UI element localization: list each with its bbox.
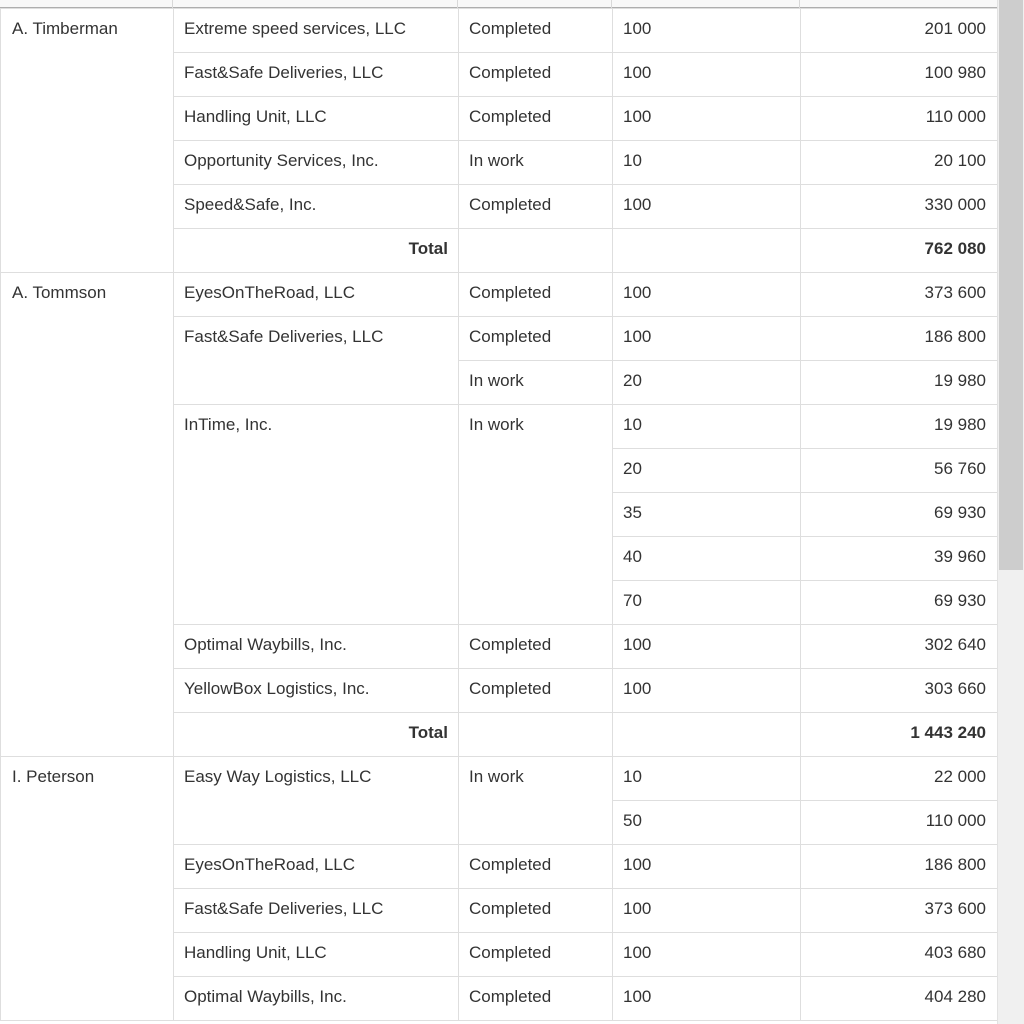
status-cell[interactable]: In work (459, 361, 613, 405)
total-label: Total (174, 229, 459, 273)
company-cell[interactable]: EyesOnTheRoad, LLC (174, 273, 459, 317)
amount-cell[interactable]: 403 680 (801, 933, 998, 977)
percent-cell[interactable]: 70 (613, 581, 801, 625)
amount-cell[interactable]: 201 000 (801, 9, 998, 53)
company-cell[interactable]: Easy Way Logistics, LLC (174, 757, 459, 845)
amount-cell[interactable]: 404 280 (801, 977, 998, 1021)
status-cell[interactable]: Completed (459, 317, 613, 361)
column-header-strip (0, 0, 997, 8)
status-cell[interactable]: Completed (459, 9, 613, 53)
total-amount[interactable]: 762 080 (801, 229, 998, 273)
percent-cell[interactable]: 100 (613, 625, 801, 669)
vertical-scrollbar[interactable] (997, 0, 1024, 1024)
percent-cell[interactable]: 100 (613, 845, 801, 889)
table-row (1, 273, 998, 317)
company-cell[interactable]: Fast&Safe Deliveries, LLC (174, 889, 459, 933)
amount-cell[interactable]: 69 930 (801, 581, 998, 625)
amount-cell[interactable]: 303 660 (801, 669, 998, 713)
percent-cell[interactable]: 20 (613, 361, 801, 405)
table-row (1, 757, 998, 801)
status-cell[interactable]: Completed (459, 53, 613, 97)
percent-cell[interactable]: 100 (613, 273, 801, 317)
status-cell[interactable]: Completed (459, 669, 613, 713)
amount-cell[interactable]: 19 980 (801, 405, 998, 449)
percent-cell[interactable]: 10 (613, 141, 801, 185)
percent-cell[interactable]: 100 (613, 97, 801, 141)
amount-cell[interactable]: 39 960 (801, 537, 998, 581)
status-cell[interactable]: Completed (459, 273, 613, 317)
status-cell (459, 713, 613, 757)
company-cell[interactable]: Optimal Waybills, Inc. (174, 977, 459, 1021)
status-cell[interactable]: Completed (459, 889, 613, 933)
status-cell[interactable]: Completed (459, 97, 613, 141)
percent-cell[interactable]: 20 (613, 449, 801, 493)
table-row (1, 9, 998, 53)
status-cell[interactable]: Completed (459, 977, 613, 1021)
percent-cell[interactable]: 100 (613, 317, 801, 361)
company-cell[interactable]: Handling Unit, LLC (174, 933, 459, 977)
percent-cell[interactable]: 50 (613, 801, 801, 845)
company-cell[interactable]: Handling Unit, LLC (174, 97, 459, 141)
amount-cell[interactable]: 330 000 (801, 185, 998, 229)
total-amount[interactable]: 1 443 240 (801, 713, 998, 757)
percent-cell[interactable]: 35 (613, 493, 801, 537)
company-cell[interactable]: Fast&Safe Deliveries, LLC (174, 53, 459, 97)
percent-cell[interactable]: 100 (613, 977, 801, 1021)
manager-cell[interactable]: I. Peterson (1, 757, 174, 1021)
report-table (0, 8, 997, 1021)
percent-cell (613, 713, 801, 757)
status-cell[interactable]: Completed (459, 185, 613, 229)
status-cell[interactable]: Completed (459, 845, 613, 889)
company-cell[interactable]: Extreme speed services, LLC (174, 9, 459, 53)
company-cell[interactable]: InTime, Inc. (174, 405, 459, 625)
manager-cell[interactable]: A. Tommson (1, 273, 174, 757)
percent-cell[interactable]: 100 (613, 185, 801, 229)
company-cell[interactable]: Speed&Safe, Inc. (174, 185, 459, 229)
company-cell[interactable]: Optimal Waybills, Inc. (174, 625, 459, 669)
percent-cell[interactable]: 40 (613, 537, 801, 581)
status-cell[interactable]: Completed (459, 625, 613, 669)
percent-cell[interactable]: 100 (613, 933, 801, 977)
manager-cell[interactable]: A. Timberman (1, 9, 174, 273)
status-cell (459, 229, 613, 273)
amount-cell[interactable]: 186 800 (801, 317, 998, 361)
percent-cell[interactable]: 100 (613, 53, 801, 97)
percent-cell[interactable]: 100 (613, 669, 801, 713)
percent-cell (613, 229, 801, 273)
amount-cell[interactable]: 22 000 (801, 757, 998, 801)
amount-cell[interactable]: 20 100 (801, 141, 998, 185)
amount-cell[interactable]: 19 980 (801, 361, 998, 405)
status-cell[interactable]: Completed (459, 933, 613, 977)
percent-cell[interactable]: 100 (613, 889, 801, 933)
amount-cell[interactable]: 373 600 (801, 273, 998, 317)
percent-cell[interactable]: 10 (613, 757, 801, 801)
status-cell[interactable]: In work (459, 757, 613, 845)
status-cell[interactable]: In work (459, 141, 613, 185)
company-cell[interactable]: Opportunity Services, Inc. (174, 141, 459, 185)
company-cell[interactable]: Fast&Safe Deliveries, LLC (174, 317, 459, 405)
amount-cell[interactable]: 373 600 (801, 889, 998, 933)
amount-cell[interactable]: 186 800 (801, 845, 998, 889)
status-cell[interactable]: In work (459, 405, 613, 625)
total-label: Total (174, 713, 459, 757)
amount-cell[interactable]: 302 640 (801, 625, 998, 669)
amount-cell[interactable]: 56 760 (801, 449, 998, 493)
amount-cell[interactable]: 69 930 (801, 493, 998, 537)
amount-cell[interactable]: 100 980 (801, 53, 998, 97)
percent-cell[interactable]: 10 (613, 405, 801, 449)
amount-cell[interactable]: 110 000 (801, 801, 998, 845)
percent-cell[interactable]: 100 (613, 9, 801, 53)
scrollbar-thumb[interactable] (999, 0, 1023, 570)
company-cell[interactable]: YellowBox Logistics, Inc. (174, 669, 459, 713)
amount-cell[interactable]: 110 000 (801, 97, 998, 141)
company-cell[interactable]: EyesOnTheRoad, LLC (174, 845, 459, 889)
